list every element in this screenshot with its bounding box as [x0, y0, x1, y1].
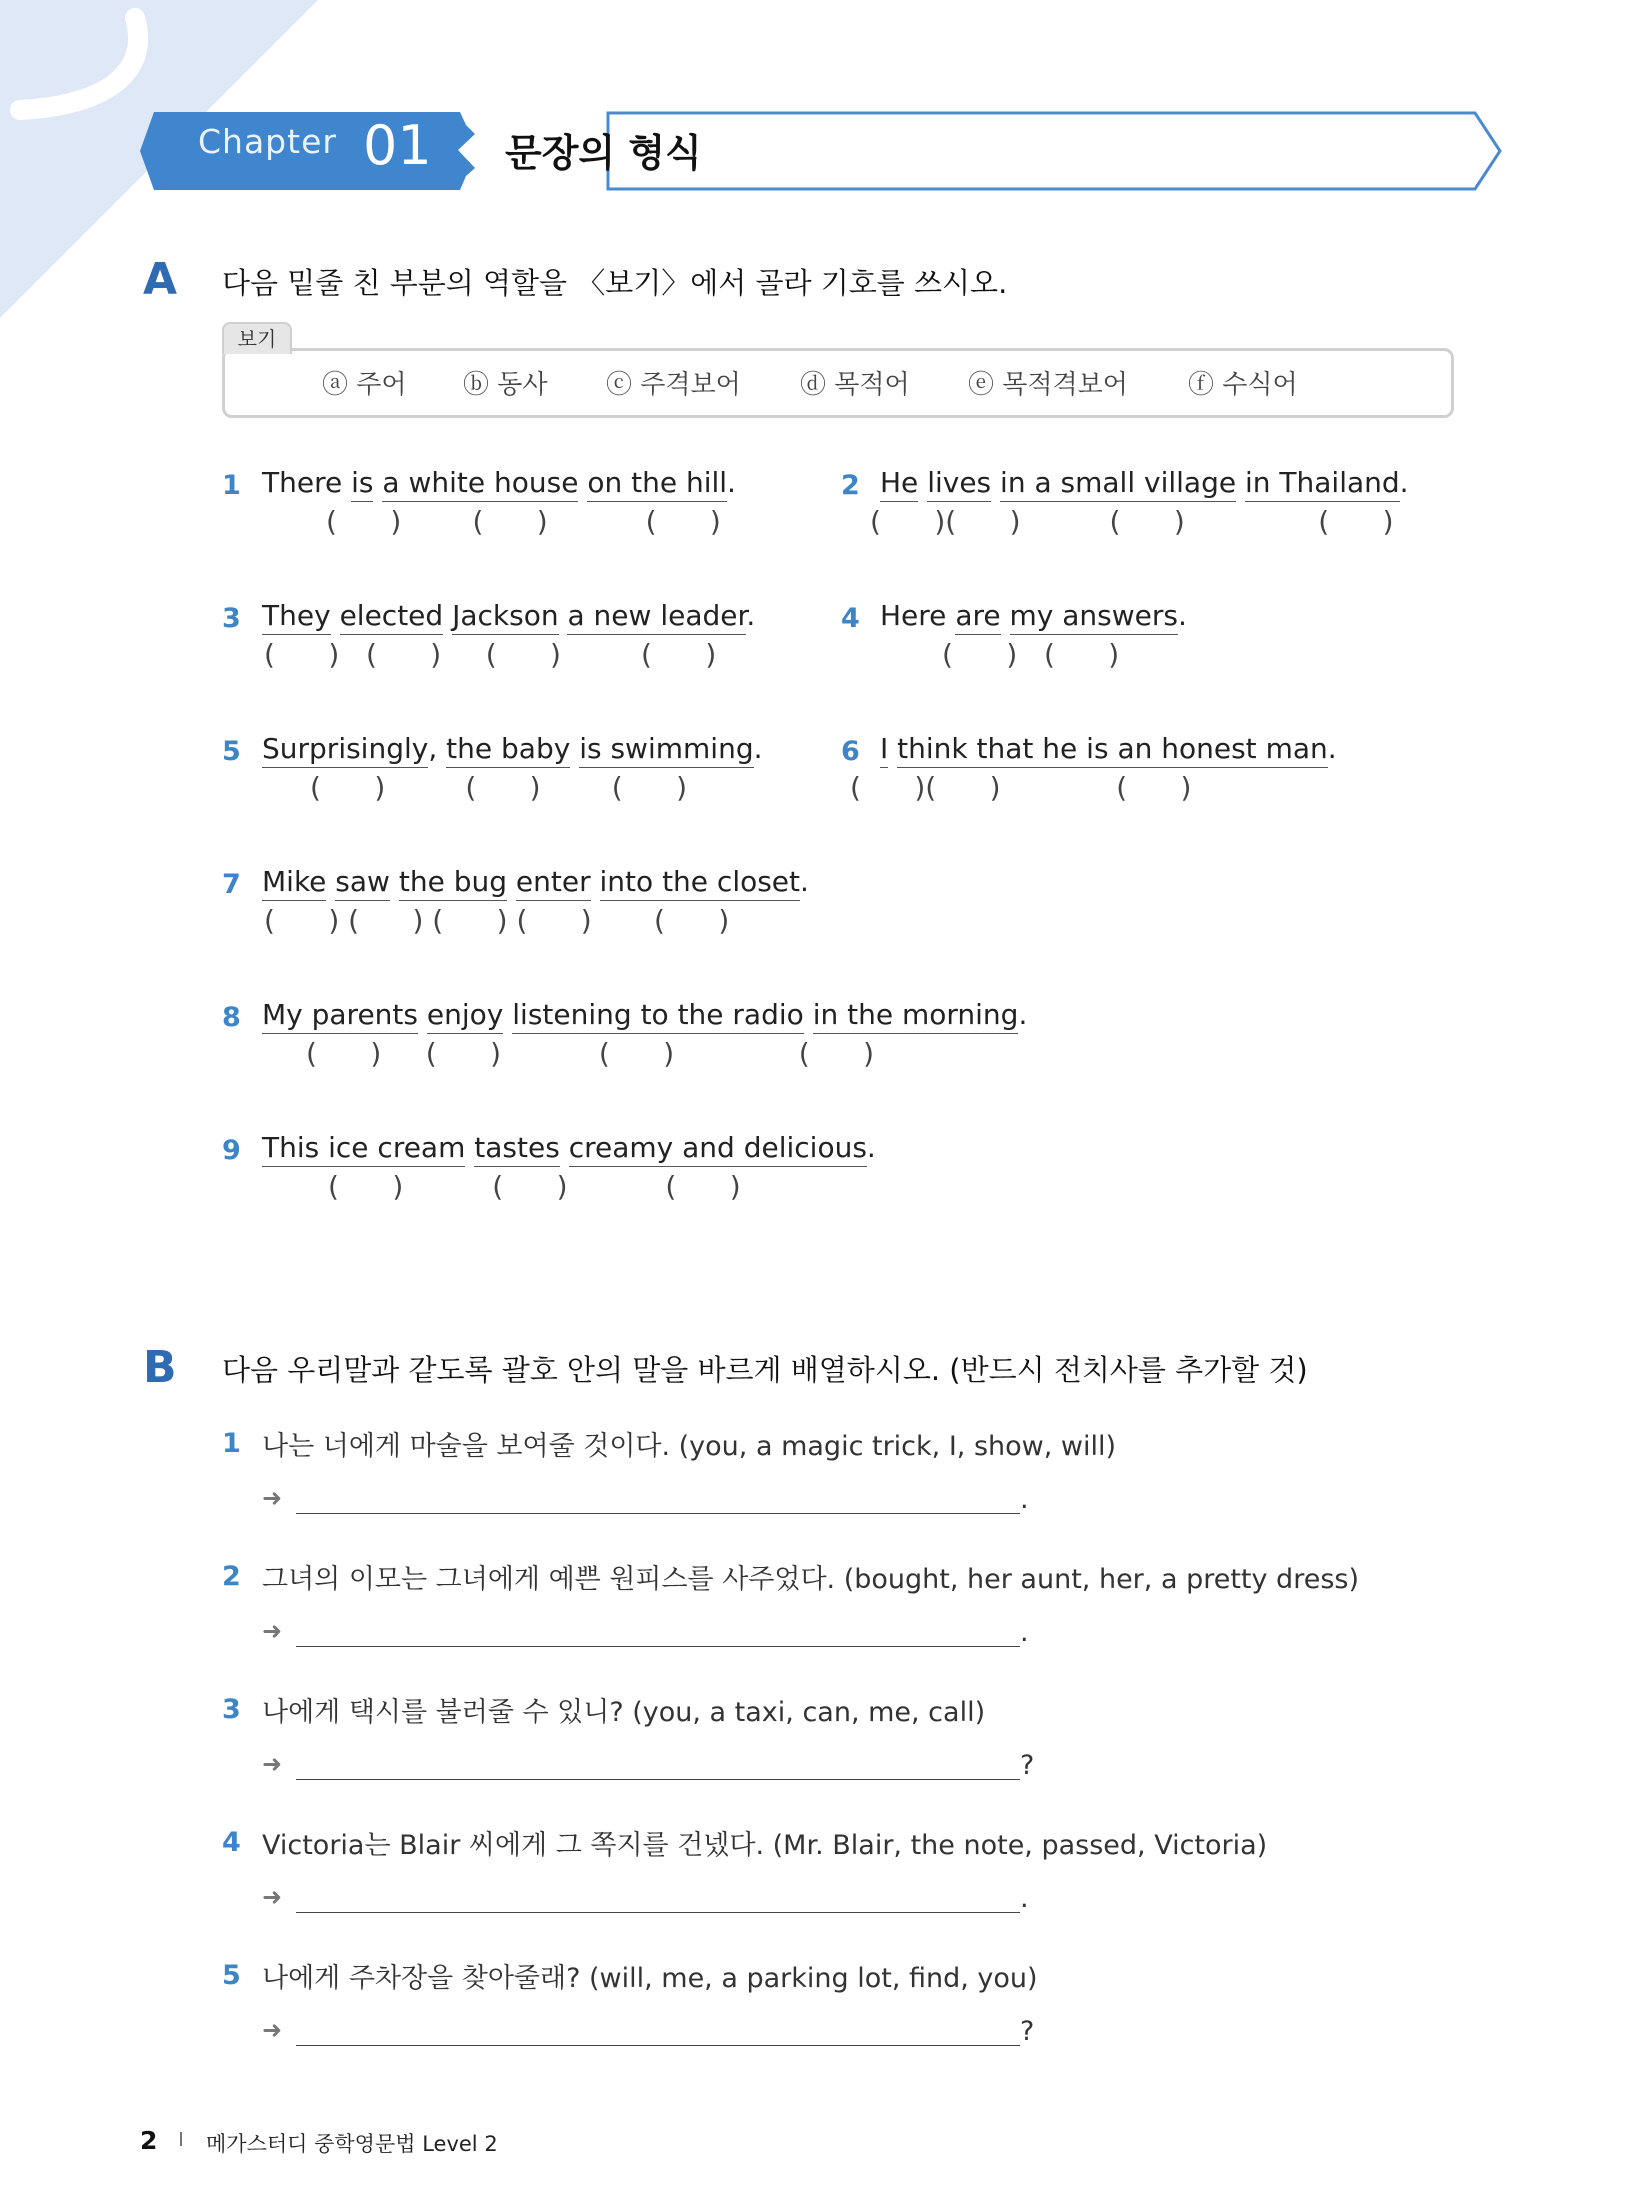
a-q4-sentence: Here are my answers.: [880, 599, 1187, 632]
b-q5-answer-line[interactable]: [296, 2045, 1020, 2046]
page-title: 문장의 형식: [505, 131, 702, 175]
chapter-number: 01: [363, 114, 432, 177]
chapter-label: Chapter: [198, 122, 337, 161]
b-q4-prompt: Victoria는 Blair 씨에게 그 쪽지를 건넸다. (Mr. Blair, the note, passed, Victoria): [262, 1830, 1268, 1861]
b-q4-answer-line[interactable]: [296, 1912, 1020, 1913]
a-q9-blanks: ( ) ( ) ( ): [328, 1170, 741, 1203]
section-a-letter: A: [143, 254, 178, 305]
b-q2-prompt: 그녀의 이모는 그녀에게 예쁜 원피스를 사주었다. (bought, her aunt, her, a pretty dress): [262, 1564, 1359, 1595]
b-q5-end-mark: ?: [1020, 2016, 1035, 2047]
option-c: ⓒ 주격보어: [606, 370, 741, 400]
arrow-right-icon: ➜: [262, 1750, 283, 1778]
a-q7-blanks: ( ) ( ) ( ) ( ) ( ): [264, 904, 730, 937]
section-b-instruction: 다음 우리말과 같도록 괄호 안의 말을 바르게 배열하시오. (반드시 전치사를 추가할 것): [222, 1353, 1308, 1387]
book-title: 메가스터디 중학영문법 Level 2: [206, 2132, 498, 2156]
a-q1-sentence: There is a white house on the hill.: [262, 466, 736, 499]
a-q3-sentence: They elected Jackson a new leader.: [262, 599, 755, 632]
a-q5-number: 5: [222, 736, 241, 767]
a-q5-blanks: ( ) ( ) ( ): [310, 771, 688, 804]
option-d: ⓓ 목적어: [800, 370, 910, 400]
b-q4-end-mark: .: [1020, 1883, 1029, 1914]
a-q5-sentence: Surprisingly, the baby is swimming.: [262, 732, 763, 765]
a-q3-number: 3: [222, 603, 241, 634]
a-q7-sentence: Mike saw the bug enter into the closet.: [262, 865, 809, 898]
arrow-right-icon: ➜: [262, 1617, 283, 1645]
a-q6-number: 6: [841, 736, 860, 767]
b-q5-prompt: 나에게 주차장을 찾아줄래? (will, me, a parking lot, find, you): [262, 1963, 1038, 1994]
b-q1-end-mark: .: [1020, 1484, 1029, 1515]
a-q8-sentence: My parents enjoy listening to the radio in the morning.: [262, 998, 1027, 1031]
footer-divider: [180, 2132, 182, 2146]
a-q8-number: 8: [222, 1002, 241, 1033]
b-q3-prompt: 나에게 택시를 불러줄 수 있니? (you, a taxi, can, me, call): [262, 1697, 986, 1728]
option-a: ⓐ 주어: [322, 370, 407, 400]
a-q8-blanks: ( ) ( ) ( ) ( ): [306, 1037, 875, 1070]
a-q6-sentence: I think that he is an honest man.: [880, 732, 1337, 765]
b-q2-answer-line[interactable]: [296, 1646, 1020, 1647]
b-q2-end-mark: .: [1020, 1617, 1029, 1648]
b-q1-number: 1: [222, 1428, 241, 1459]
option-b: ⓑ 동사: [463, 370, 548, 400]
section-a-instruction: 다음 밑줄 친 부분의 역할을 〈보기〉에서 골라 기호를 쓰시오.: [222, 266, 1008, 300]
a-q9-number: 9: [222, 1135, 241, 1166]
a-q2-number: 2: [841, 470, 860, 501]
page-number: 2: [140, 2126, 158, 2155]
option-e: ⓔ 목적격보어: [968, 370, 1128, 400]
option-f: ⓕ 수식어: [1188, 370, 1298, 400]
arrow-right-icon: ➜: [262, 1883, 283, 1911]
a-q1-number: 1: [222, 470, 241, 501]
a-q3-blanks: ( ) ( ) ( ) ( ): [264, 638, 717, 671]
b-q3-number: 3: [222, 1694, 241, 1725]
b-q1-answer-line[interactable]: [296, 1513, 1020, 1514]
a-q6-blanks: ( )( ) ( ): [850, 771, 1192, 804]
chapter-banner: [140, 110, 1505, 192]
a-q1-blanks: ( ) ( ) ( ): [326, 505, 721, 538]
a-q2-blanks: ( )( ) ( ) ( ): [870, 505, 1394, 538]
arrow-right-icon: ➜: [262, 1484, 283, 1512]
b-q2-number: 2: [222, 1561, 241, 1592]
section-b-letter: B: [143, 1342, 177, 1393]
a-q4-number: 4: [841, 603, 860, 634]
a-q9-sentence: This ice cream tastes creamy and delicious.: [262, 1131, 876, 1164]
a-q2-sentence: He lives in a small village in Thailand.: [880, 466, 1409, 499]
b-q5-number: 5: [222, 1960, 241, 1991]
b-q3-end-mark: ?: [1020, 1750, 1035, 1781]
b-q3-answer-line[interactable]: [296, 1779, 1020, 1780]
b-q4-number: 4: [222, 1827, 241, 1858]
a-q7-number: 7: [222, 869, 241, 900]
bogi-label: 보기: [222, 322, 292, 354]
b-q1-prompt: 나는 너에게 마술을 보여줄 것이다. (you, a magic trick, I, show, will): [262, 1431, 1117, 1462]
a-q4-blanks: ( ) ( ): [942, 638, 1120, 671]
arrow-right-icon: ➜: [262, 2016, 283, 2044]
